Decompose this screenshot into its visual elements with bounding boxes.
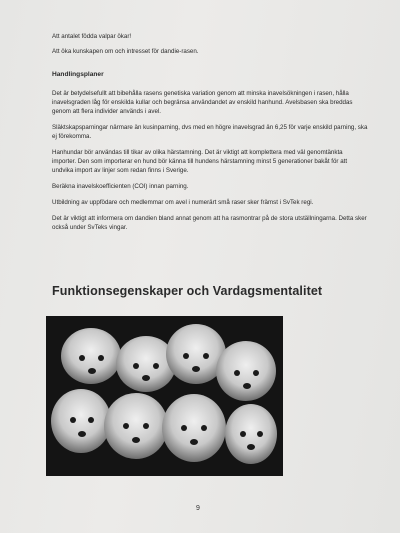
- dogs-photo: [46, 316, 283, 476]
- paragraph-2: Att öka kunskapen om och intresset för dandie-rasen.: [52, 48, 199, 55]
- dandie-dinmont-dogs-illustration: [46, 316, 283, 476]
- paragraph-8: Det är viktigt att informera om dandien bland annat genom att ha rasmontrar på de stora utställningarna. Detta sker också under SvTeks vingar.: [52, 215, 367, 231]
- section-heading: Handlingsplaner: [52, 71, 104, 78]
- paragraph-1: Att antalet födda valpar ökar!: [52, 33, 132, 40]
- section-title: Funktionsegenskaper och Vardagsmentalitet: [52, 284, 323, 298]
- paragraph-6: Beräkna inavelskoefficienten (COI) innan parning.: [52, 183, 189, 190]
- page-number: 9: [196, 505, 200, 512]
- paragraph-4: Släktskapsparningar närmare än kusinparning, dvs med en högre inavelsgrad än 6,25 för varje enskild parning, ska ej förekomma.: [52, 124, 368, 140]
- paragraph-7: Utbildning av uppfödare och medlemmar om avel i numerärt små raser sker främst i SvTek regi.: [52, 199, 314, 206]
- paragraph-3: Det är betydelsefullt att bibehålla rasens genetiska variation genom att minska inavelsökningen i rasen, hålla inavelsgraden låg för enskilda kullar och begränsa användandet av enskild hanhund. Avelsbasen ska breddas genom att flera individer används i avel.: [52, 90, 353, 115]
- paragraph-5: Hanhundar bör användas till tikar av olika härstamning. Det är viktigt att komplettera med väl genomtänkta importer. Den som importerar en hund bör känna till hundens härstamning minst 5 generationer bakåt för att undvika import av linjer som redan finns i Sverige.: [52, 149, 348, 174]
- body-text: [52, 32, 368, 232]
